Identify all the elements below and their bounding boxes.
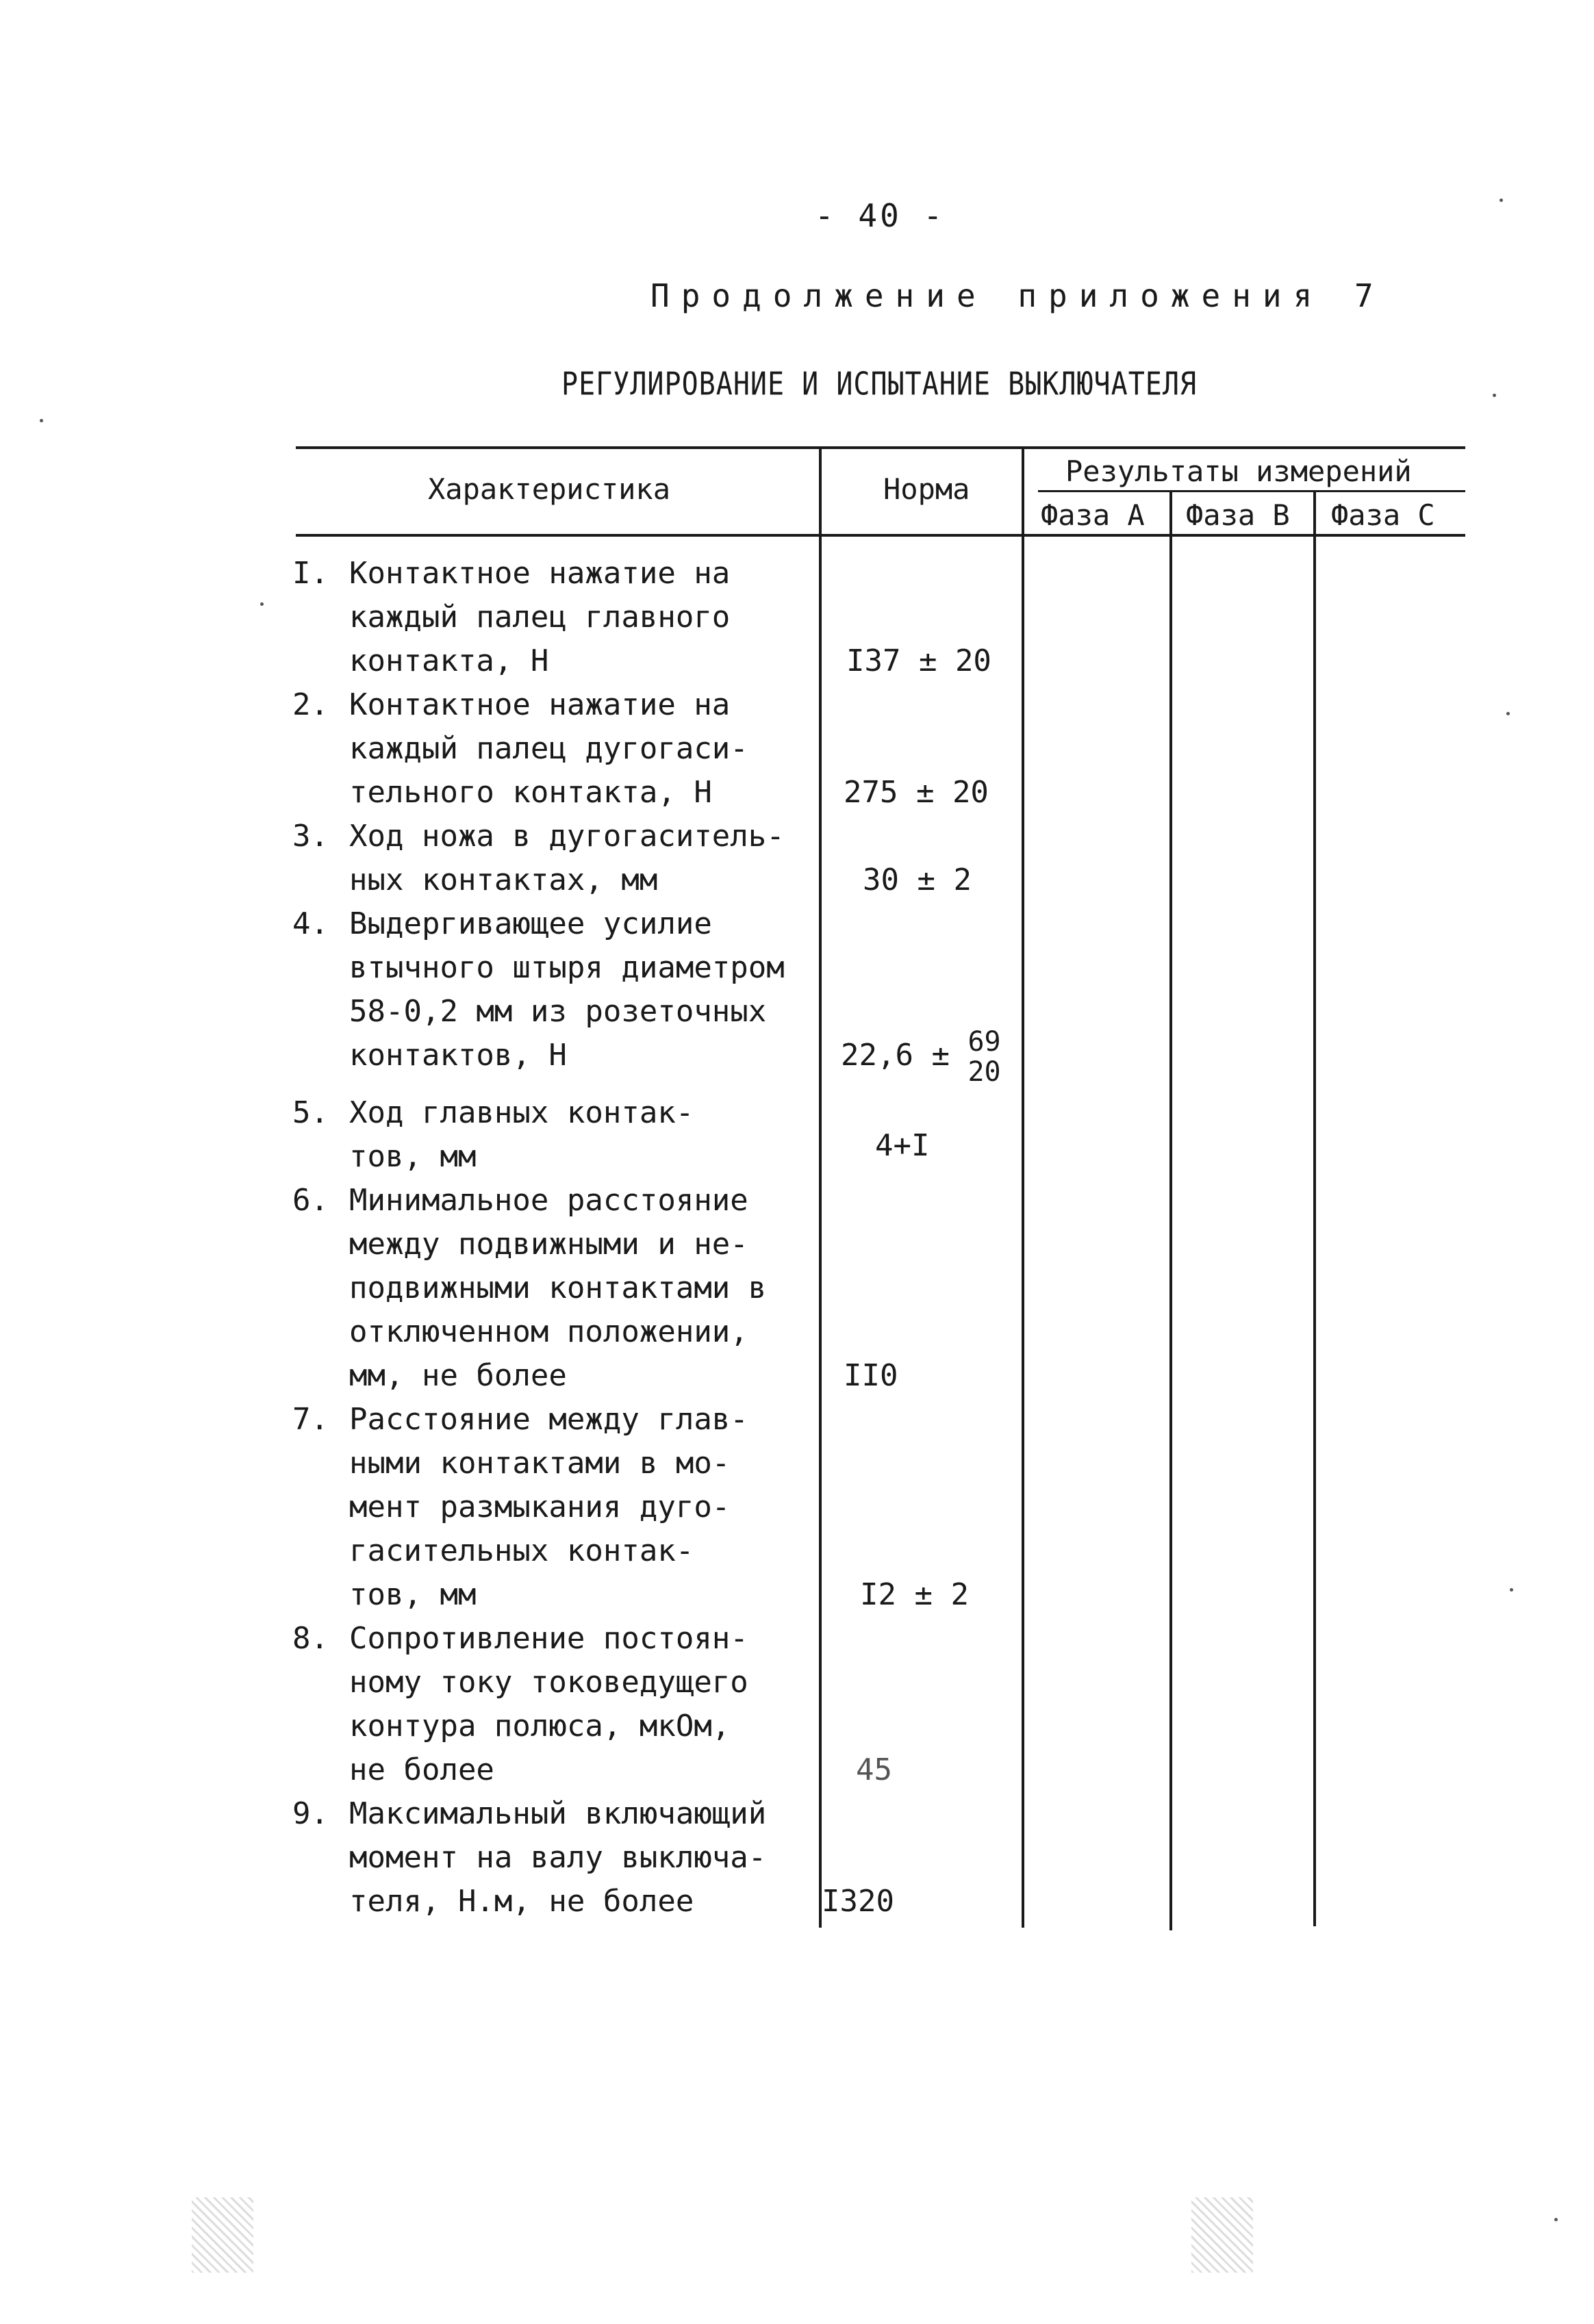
row-6-line-1: Минимальное расстояние bbox=[349, 1183, 748, 1218]
row-4-norm-base: 22,6 ± bbox=[841, 1038, 950, 1073]
row-1-line-3: контакта, Н bbox=[349, 643, 549, 678]
row-6-norm: II0 bbox=[844, 1358, 898, 1393]
scan-smudge bbox=[1191, 2197, 1253, 2273]
row-2-number: 2. bbox=[292, 687, 329, 722]
row-3-line-1: Ход ножа в дугогаситель- bbox=[349, 819, 785, 854]
row-6-line-5: мм, не более bbox=[349, 1358, 567, 1393]
row-9-number: 9. bbox=[292, 1796, 329, 1831]
header-characteristic: Характеристика bbox=[428, 472, 671, 506]
row-5-line-2: тов, мм bbox=[349, 1139, 477, 1174]
row-9-line-3: теля, Н.м, не более bbox=[349, 1884, 694, 1919]
row-1-line-2: каждый палец главного bbox=[349, 600, 731, 635]
row-4-line-4: контактов, Н bbox=[349, 1038, 567, 1073]
row-6-line-4: отключенном положении, bbox=[349, 1314, 748, 1349]
row-9-line-2: момент на валу выключа- bbox=[349, 1840, 767, 1875]
row-6-line-2: между подвижными и не- bbox=[349, 1227, 748, 1262]
row-6-line-3: подвижными контактами в bbox=[349, 1270, 767, 1305]
row-3-line-2: ных контактах, мм bbox=[349, 863, 658, 897]
row-9-line-1: Максимальный включающий bbox=[349, 1796, 767, 1831]
scan-speck bbox=[40, 419, 43, 422]
scan-speck bbox=[260, 602, 264, 606]
row-3-norm: 30 ± 2 bbox=[863, 863, 972, 897]
scan-speck bbox=[1493, 394, 1496, 397]
header-bottom-rule bbox=[296, 534, 1465, 537]
row-4-number: 4. bbox=[292, 906, 329, 941]
header-phase-a: Фаза А bbox=[1041, 498, 1145, 532]
row-8-norm: 45 bbox=[856, 1752, 892, 1787]
row-3-number: 3. bbox=[292, 819, 329, 854]
page-number: - 40 - bbox=[815, 197, 946, 234]
row-2-line-3: тельного контакта, Н bbox=[349, 775, 712, 810]
row-5-norm: 4+I bbox=[875, 1128, 930, 1163]
scan-speck bbox=[1506, 712, 1510, 715]
row-7-line-2: ными контактами в мо- bbox=[349, 1446, 731, 1481]
scan-speck bbox=[1510, 1588, 1513, 1592]
results-subheader-rule bbox=[1038, 490, 1465, 492]
row-7-line-3: мент размыкания дуго- bbox=[349, 1490, 731, 1524]
header-phase-b: Фаза В bbox=[1186, 498, 1290, 532]
row-9-norm: I320 bbox=[822, 1884, 894, 1919]
row-8-line-4: не более bbox=[349, 1752, 494, 1787]
column-divider-phase-b bbox=[1169, 491, 1172, 1930]
row-7-line-1: Расстояние между глав- bbox=[349, 1402, 748, 1437]
continuation-heading: Продолжение приложения 7 bbox=[650, 277, 1385, 314]
row-2-norm: 275 ± 20 bbox=[844, 775, 989, 810]
row-8-number: 8. bbox=[292, 1621, 329, 1656]
row-1-number: I. bbox=[292, 556, 329, 591]
header-phase-c: Фаза С bbox=[1331, 498, 1435, 532]
column-divider-norm bbox=[819, 449, 822, 1928]
row-4-norm-upper: 69 bbox=[967, 1026, 1001, 1058]
row-8-line-1: Сопротивление постоян- bbox=[349, 1621, 748, 1656]
row-4-line-2: втычного штыря диаметром bbox=[349, 950, 785, 985]
row-4-line-3: 58-0,2 мм из розеточных bbox=[349, 994, 767, 1029]
row-2-line-2: каждый палец дугогаси- bbox=[349, 731, 748, 766]
column-divider-phase-a bbox=[1022, 449, 1024, 1928]
row-4-norm-tolerance bbox=[967, 1027, 1000, 1087]
row-4-norm-lower: 20 bbox=[967, 1056, 1001, 1088]
row-7-norm: I2 ± 2 bbox=[860, 1577, 969, 1612]
row-4-line-1: Выдергивающее усилие bbox=[349, 906, 712, 941]
row-5-line-1: Ход главных контак- bbox=[349, 1095, 694, 1130]
row-2-line-1: Контактное нажатие на bbox=[349, 687, 731, 722]
table-top-rule bbox=[296, 446, 1465, 449]
scan-speck bbox=[1554, 2218, 1558, 2221]
row-8-line-2: ному току токоведущего bbox=[349, 1665, 748, 1700]
row-1-norm: I37 ± 20 bbox=[846, 643, 991, 678]
row-1-line-1: Контактное нажатие на bbox=[349, 556, 731, 591]
scan-speck bbox=[1500, 199, 1503, 202]
header-norm: Норма bbox=[883, 472, 970, 506]
column-divider-phase-c bbox=[1313, 491, 1316, 1926]
row-4-norm bbox=[841, 1027, 1001, 1087]
row-6-number: 6. bbox=[292, 1183, 329, 1218]
row-8-line-3: контура полюса, мкОм, bbox=[349, 1709, 731, 1744]
header-results: Результаты измерений bbox=[1065, 455, 1412, 488]
row-5-number: 5. bbox=[292, 1095, 329, 1130]
row-7-line-4: гасительных контак- bbox=[349, 1533, 694, 1568]
row-7-number: 7. bbox=[292, 1402, 329, 1437]
scan-smudge bbox=[192, 2197, 253, 2273]
page-title: РЕГУЛИРОВАНИЕ И ИСПЫТАНИЕ ВЫКЛЮЧАТЕЛЯ bbox=[561, 366, 1198, 403]
row-7-line-5: тов, мм bbox=[349, 1577, 477, 1612]
